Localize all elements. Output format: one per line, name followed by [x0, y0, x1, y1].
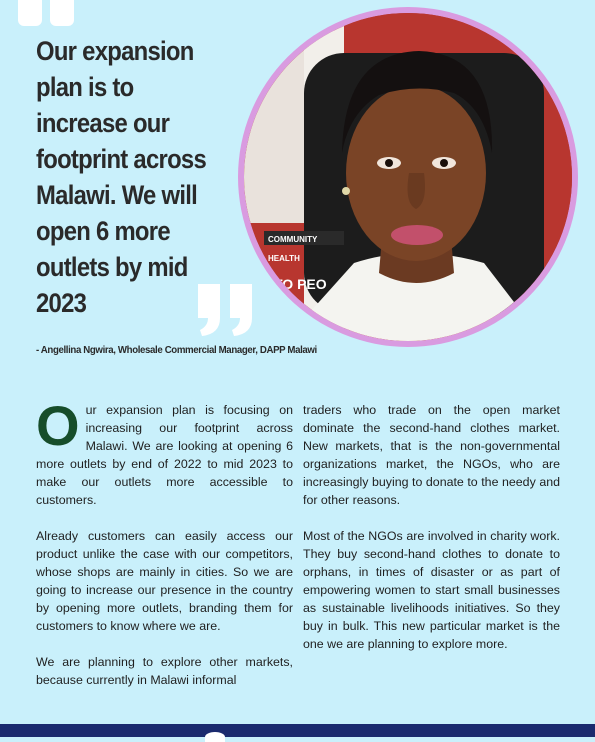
paragraph-text: ur expansion plan is focusing on increasing our footprint across Malawi. We are looking at opening 6 more outlets by end of 2022 to mid 2023 to make our outlets more accessible to customers. — [36, 403, 293, 507]
pull-quote-line: Malawi. We will — [36, 180, 198, 210]
footer-logo-mark — [205, 732, 225, 742]
pull-quote-line: footprint across — [36, 144, 207, 174]
article-column-left — [36, 394, 293, 707]
pull-quote-line: 2023 — [36, 288, 87, 318]
pull-quote-line: outlets by mid — [36, 252, 188, 282]
sign-text-people: TO PEO — [274, 276, 327, 292]
footer-bar — [0, 724, 595, 737]
article-column-right — [303, 401, 560, 671]
pull-quote-line: plan is to — [36, 72, 134, 102]
pull-quote-line: Our expansion — [36, 36, 194, 66]
pull-quote-line: increase our — [36, 108, 170, 138]
quote-attribution: - Angellina Ngwira, Wholesale Commercial Manager, DAPP Malawi — [36, 344, 317, 356]
portrait-frame — [238, 7, 578, 347]
portrait-illustration — [244, 13, 572, 341]
article-paragraph — [36, 394, 293, 509]
article-paragraph: We are planning to explore other markets, because currently in Malawi informal — [36, 655, 293, 687]
pull-quote — [36, 33, 216, 321]
dropcap: O — [36, 394, 80, 457]
open-quote-mark-icon — [18, 0, 80, 26]
pull-quote-line: open 6 more — [36, 216, 170, 246]
sign-text-health: HEALTH — [268, 254, 300, 263]
article-paragraph: Most of the NGOs are involved in charity work. They buy second-hand clothes to donate to orphans, in times of disaster or as part of empowering women to start small businesses as sustainable livelihoods initiatives. So they buy in bulk. This new particular market is the one we are planning to explore more. — [303, 529, 560, 651]
portrait-photo — [244, 13, 572, 341]
article-paragraph: traders who trade on the open market dominate the second-hand clothes market. New markets, that is the non-governmental organizations market, the NGOs, who are increasingly buying to donate to the needy and for other reasons. — [303, 403, 560, 507]
article-paragraph: Already customers can easily access our product unlike the case with our competitors, whose shops are mainly in cities. So we are going to increase our presence in the country by opening more outlets, branding them for customers to know where we are. — [36, 529, 293, 633]
close-quote-mark-icon — [196, 284, 256, 336]
sign-text-community: COMMUNITY — [268, 235, 318, 244]
